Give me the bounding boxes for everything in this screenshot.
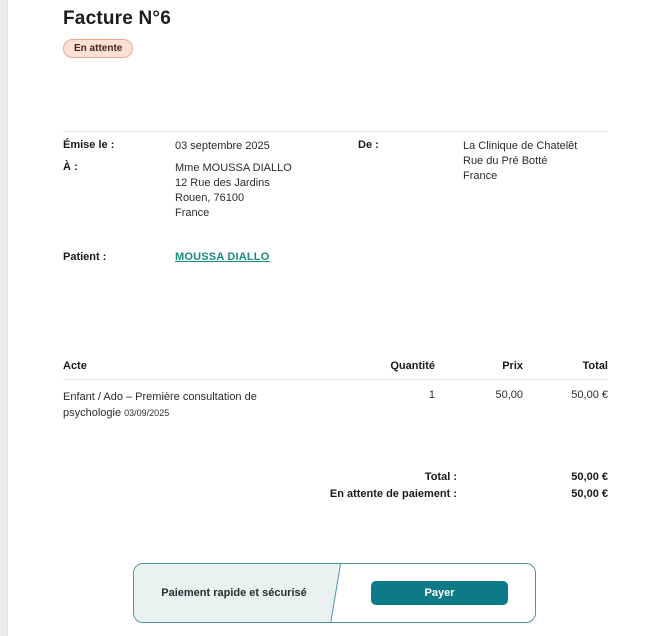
from-address-line: La Clinique de Chatelêt — [463, 140, 578, 152]
cell-quantity: 1 — [428, 389, 435, 401]
from-address-line: Rue du Pré Botté — [463, 155, 548, 167]
pending-payment-label: En attente de paiement : — [329, 488, 457, 500]
from-address-line: France — [463, 170, 498, 182]
acte-date: 03/09/2025 — [124, 408, 170, 418]
page-left-edge-strip — [0, 0, 8, 636]
to-address-line: France — [175, 207, 210, 219]
to-address-line: 12 Rue des Jardins — [175, 177, 270, 189]
total-value: 50,00 € — [571, 471, 608, 483]
from-address — [463, 139, 577, 184]
column-header-total: Total — [582, 360, 608, 372]
page-title: Facture N°6 — [63, 8, 171, 29]
issued-date-value: 03 septembre 2025 — [175, 140, 270, 152]
table-header-divider — [63, 379, 608, 380]
status-badge: En attente — [63, 39, 133, 58]
section-divider — [63, 131, 608, 132]
cell-price: 50,00 — [495, 389, 523, 401]
to-address-line: Rouen, 76100 — [175, 192, 245, 204]
column-header-acte: Acte — [63, 360, 87, 372]
patient-label: Patient : — [63, 251, 107, 263]
column-header-quantite: Quantité — [390, 360, 435, 372]
to-address — [175, 161, 292, 221]
payment-banner — [133, 563, 536, 623]
payment-banner-label: Paiement rapide et sécurisé — [161, 587, 307, 599]
pending-payment-value: 50,00 € — [571, 488, 608, 500]
issued-date-label: Émise le : — [63, 139, 115, 151]
to-label: À : — [63, 161, 78, 173]
to-address-line: Mme MOUSSA DIALLO — [175, 162, 292, 174]
acte-description: Enfant / Ado – Première consultation de psychologie — [63, 391, 257, 419]
pay-button[interactable]: Payer — [371, 581, 508, 605]
from-label: De : — [358, 139, 379, 151]
column-header-prix: Prix — [502, 360, 523, 372]
patient-link[interactable]: MOUSSA DIALLO — [175, 251, 270, 263]
cell-acte — [63, 389, 295, 421]
cell-total: 50,00 € — [571, 389, 608, 401]
payment-banner-label-wrap — [134, 564, 334, 622]
total-label: Total : — [424, 471, 457, 483]
